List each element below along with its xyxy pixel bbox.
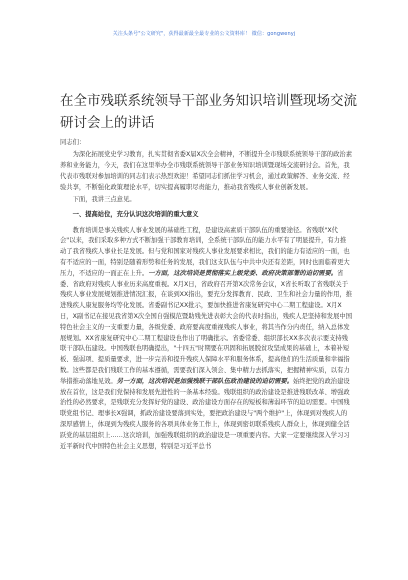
emphasis-point-2: 另一方面，这次培训是加强残联干部队伍政治建设的迫切需要。 xyxy=(116,377,293,385)
section-heading-1: 一、提高站位，充分认识这次培训的重大意义 xyxy=(72,211,199,219)
document-body xyxy=(60,138,352,454)
paragraph-intro: 为深化拓展党史学习教育，扎实贯彻省委X届X次全会精神，不断提升全市残联系统领导干部的政治素养和业务能力，今天，我们在这里举办全市残联系统领导干部业务知识培训暨现场交流研讨会。首先，我代表市残联对参加培训的同志们表示热烈欢迎！希望同志们抓住学习机会，通过政策解答、业务交流、经验共享，不断强化政策理论水平，切实提高履职尽责能力，推动我省残疾人事业创新发展。 xyxy=(60,151,352,191)
document-title: 在全市残联系统领导干部业务知识培训暨现场交流研讨会上的讲话 xyxy=(60,93,357,131)
paragraph-section-1-tail: 始终把党的政治建设放在首位，这是我们党保持和发展先进性的一条基本经验。残联组织的政治建设是推进残联改革、增强政治性的必然要求，是残联充分发挥好党的建设、政治建设方面存在的短板和薄弱环节的迫切需要。中国残联党组书记、理事长X强调，抓政治建设要落到实处，要把政治建设与"两个维护"上，体现到对残疾人的深厚感情上，体现到为残疾人服务的各项具体业务工作上，体现到密切联系残疾人群众上，体现到健全活跃党的基层组织上……这次培训，加强残联组织的政治建设是一项重要内容。大家一定要继续深入学习习近平新时代中国特色社会主义思想，特别是习近平总书 xyxy=(60,377,350,450)
paragraph-section-1 xyxy=(60,226,352,453)
emphasis-point-1: 一方面，这次培训是贯彻落实上级党委、政府决策部署的迫切需要。 xyxy=(148,269,338,277)
paragraph-section-1-lead: 教育培训是事关残疾人事业发展的基础性工程，是建设高素质干部队伍的重要途径。省残联"X代会"以来，我们采取多种方式不断加强干部教育培训，全系统干部队伍的能力水平有了明显提升，有力推动了我省残疾人事业长足发展。但与党和国家对残疾人事业发展要求相比，我们的能力有适应的一面，也有不适应的一面，特别是随着形势和任务的发展，我们这支队伍与中共中央还有差距，同时也面临着更大压力，不适应的一面正在上升。 xyxy=(60,226,350,277)
paragraph-section-1-body: 省委、省政府对残疾人事业历来高度重视。X月X日，省政府召开第X次常务会议，X省长听取了省残联关于残疾人事业发展规划推进情况汇报，在谈到XX指出，要充分发挥教育、民政、卫生和社会力量的作用，推进残疾人康复服务均等化发展。省委副书记XX批示，要加快推进省康复研究中心二期工程建设。X月X日，X副书记在接见我省第X次全国自强模范暨助残先进表彰大会的代表时指出，残疾人是坚持和发展中国特色社会主义的一支重要力量，各级党委、政府要高度重视残疾人事业，将其当作分内责任，纳入总体发展规划。XX省康复研究中心二期工程建设也作出了明确批示。省委常委、组织部长XX多次表示要支持残联干部队伍建设。中国残联也明确提出，"十四五"时期要在巩固和拓展脱贫攻坚成果的基础上，本着补短板、强弱项、提质量要求，进一步完善和提升残疾人保障水平和服务体系，提高他们的生活质量和幸福指数。这些都是我们残联工作的基本遵循，需要我们深入领会、集中精力去抓落实，把握精神实质，以有力举措推动落地见效。 xyxy=(60,269,352,385)
header-banner: 关注头条号"公文研究"，获得最新最全最专业的公文资料库！ 微信：gongwenyj xyxy=(112,31,296,37)
greeting: 同志们： xyxy=(60,139,86,146)
paragraph-outline: 下面，我讲三点意见。 xyxy=(72,195,136,203)
